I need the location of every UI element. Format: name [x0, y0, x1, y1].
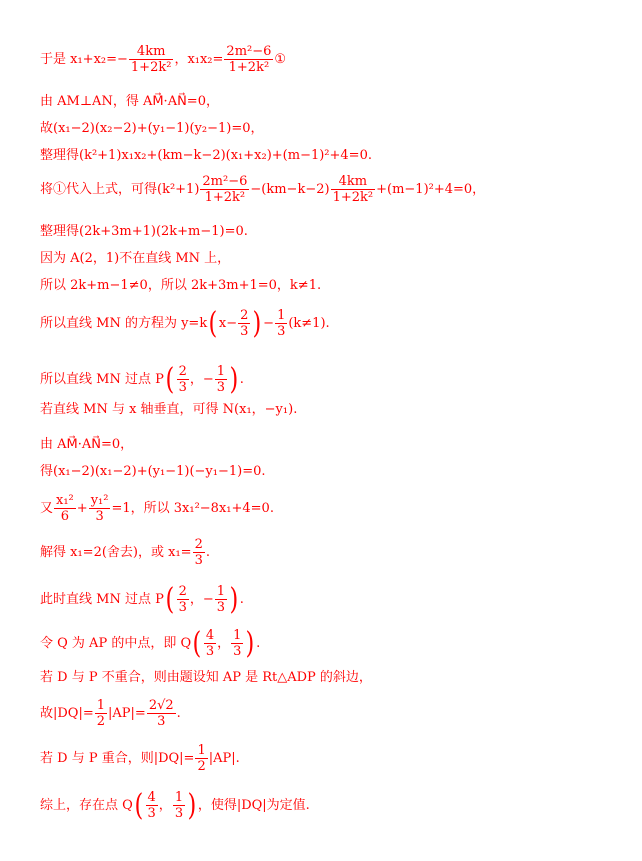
- text: |AP|.: [208, 751, 240, 766]
- fraction: [215, 364, 227, 395]
- line-11: 若直线 MN 与 x 轴垂直，可得 N(x₁，−y₁).: [40, 402, 298, 417]
- line-9: [40, 305, 330, 341]
- text: .: [176, 706, 181, 721]
- denominator: 3: [147, 806, 156, 821]
- numerator: 1: [174, 790, 184, 805]
- right-paren: ): [229, 581, 239, 617]
- text: 将①代入上式，可得(k²+1): [40, 182, 200, 197]
- line-20: [40, 743, 240, 774]
- text: +(m−1)²+4=0，: [376, 182, 486, 197]
- numerator: 2m²−6: [226, 44, 272, 59]
- left-paren: (: [192, 625, 202, 661]
- denominator: 3: [178, 600, 187, 615]
- denominator: 1+2k²: [332, 190, 374, 205]
- denominator: 2: [96, 714, 106, 729]
- text: 综上，存在点 Q: [40, 798, 133, 813]
- line-4: 整理得(k²+1)x₁x₂+(km−k−2)(x₁+x₂)+(m−1)²+4=0.: [40, 148, 372, 163]
- fraction: [54, 493, 76, 524]
- denominator: 1+2k²: [228, 60, 270, 75]
- text: .: [205, 545, 210, 560]
- numerator: 2m²−6: [202, 174, 248, 189]
- line-19: [40, 698, 181, 729]
- text: .: [256, 636, 261, 651]
- fraction: [177, 584, 189, 615]
- fraction: [193, 537, 205, 568]
- fraction: [238, 308, 250, 339]
- numerator: 1: [197, 743, 206, 758]
- text: 故|DQ|=: [40, 706, 94, 721]
- right-paren: ): [187, 787, 197, 823]
- line-10: [40, 361, 244, 397]
- text: .: [239, 372, 244, 387]
- line-18: 若 D 与 P 不重合，则由题设知 AP 是 Rt△ADP 的斜边，: [40, 670, 372, 685]
- fraction: [231, 628, 243, 659]
- denominator: 1+2k²: [204, 190, 246, 205]
- line-15: [40, 537, 210, 568]
- numerator: 4km: [129, 44, 174, 60]
- denominator: 3: [216, 380, 226, 395]
- fraction: [215, 584, 227, 615]
- text: 所以直线 MN 过点 P: [40, 372, 164, 387]
- text: 令 Q 为 AP 的中点，即 Q: [40, 636, 192, 651]
- left-paren: (: [208, 305, 218, 341]
- text: ，: [158, 798, 172, 813]
- line-8: 所以 2k+m−1≠0，所以 2k+3m+1=0，k≠1.: [40, 278, 322, 293]
- numerator: 2: [178, 364, 187, 379]
- left-paren: (: [165, 361, 175, 397]
- line-6: 整理得(2k+3m+1)(2k+m−1)=0.: [40, 224, 248, 239]
- right-paren: ): [252, 305, 262, 341]
- line-7: 因为 A(2，1)不在直线 MN 上，: [40, 251, 231, 266]
- fraction: [331, 174, 376, 205]
- line-21: [40, 787, 310, 823]
- fraction: [200, 174, 249, 205]
- numerator: 2: [194, 537, 203, 552]
- denominator: 1+2k²: [130, 60, 172, 75]
- numerator: 2√2: [148, 698, 174, 713]
- numerator: 2: [178, 584, 187, 599]
- numerator: 1: [216, 364, 226, 379]
- fraction: [146, 790, 158, 821]
- text: ，−: [189, 372, 214, 387]
- fraction: [95, 698, 107, 729]
- fraction: [129, 44, 174, 75]
- text: ，−: [189, 592, 214, 607]
- line-1: [40, 44, 286, 75]
- numerator: 4: [205, 628, 215, 643]
- numerator: 4km: [331, 174, 376, 190]
- denominator: 3: [233, 644, 242, 659]
- denominator: 2: [197, 759, 206, 774]
- text: 所以直线 MN 的方程为 y=k: [40, 316, 208, 331]
- line-17: [40, 625, 261, 661]
- numerator: 1: [216, 584, 226, 599]
- right-paren: ): [229, 361, 239, 397]
- text: .: [239, 592, 244, 607]
- text: 解得 x₁=2(舍去)，或 x₁=: [40, 545, 192, 560]
- numerator: 2: [240, 308, 249, 323]
- denominator: 6: [60, 509, 70, 524]
- text: +: [76, 501, 88, 516]
- denominator: 3: [205, 644, 215, 659]
- text: x−: [218, 316, 238, 331]
- fraction: [224, 44, 273, 75]
- text: −(km−k−2): [250, 182, 330, 197]
- text: |AP|=: [108, 706, 146, 721]
- denominator: 3: [174, 806, 184, 821]
- text: 于是 x₁+x₂=−: [40, 52, 128, 67]
- text: ①: [274, 52, 287, 67]
- text: ，使得|DQ|为定值.: [197, 798, 310, 813]
- fraction: [147, 698, 176, 729]
- denominator: 3: [157, 714, 166, 729]
- line-5: [40, 174, 485, 205]
- denominator: 3: [178, 380, 187, 395]
- text: ，: [217, 636, 231, 651]
- denominator: 3: [194, 553, 203, 568]
- fraction: [89, 493, 111, 524]
- fraction: [275, 308, 287, 339]
- line-2: 由 AM⊥AN，得 AM⃗·AN⃗=0，: [40, 94, 219, 109]
- line-16: [40, 581, 244, 617]
- line-12: 由 AM⃗·AN⃗=0，: [40, 437, 134, 452]
- numerator: 1: [96, 698, 106, 713]
- fraction: [177, 364, 189, 395]
- text: =1，所以 3x₁²−8x₁+4=0.: [111, 501, 274, 516]
- text: 若 D 与 P 重合，则|DQ|=: [40, 751, 195, 766]
- denominator: 3: [277, 324, 286, 339]
- line-3: 故(x₁−2)(x₂−2)+(y₁−1)(y₂−1)=0，: [40, 121, 264, 136]
- text: (k≠1).: [288, 316, 330, 331]
- denominator: 3: [95, 509, 104, 524]
- numerator: x₁²: [56, 493, 74, 508]
- text: 此时直线 MN 过点 P: [40, 592, 164, 607]
- numerator: 4: [147, 790, 156, 805]
- fraction: [173, 790, 185, 821]
- left-paren: (: [134, 787, 144, 823]
- denominator: 3: [216, 600, 226, 615]
- text: ，x₁x₂=: [174, 52, 224, 67]
- fraction: [204, 628, 216, 659]
- text: 又: [40, 501, 54, 516]
- text: −: [263, 316, 275, 331]
- numerator: 1: [233, 628, 242, 643]
- denominator: 3: [240, 324, 249, 339]
- line-13: 得(x₁−2)(x₁−2)+(y₁−1)(−y₁−1)=0.: [40, 464, 266, 479]
- line-14: [40, 493, 274, 524]
- fraction: [195, 743, 207, 774]
- numerator: y₁²: [90, 493, 109, 508]
- numerator: 1: [277, 308, 286, 323]
- left-paren: (: [165, 581, 175, 617]
- right-paren: ): [245, 625, 255, 661]
